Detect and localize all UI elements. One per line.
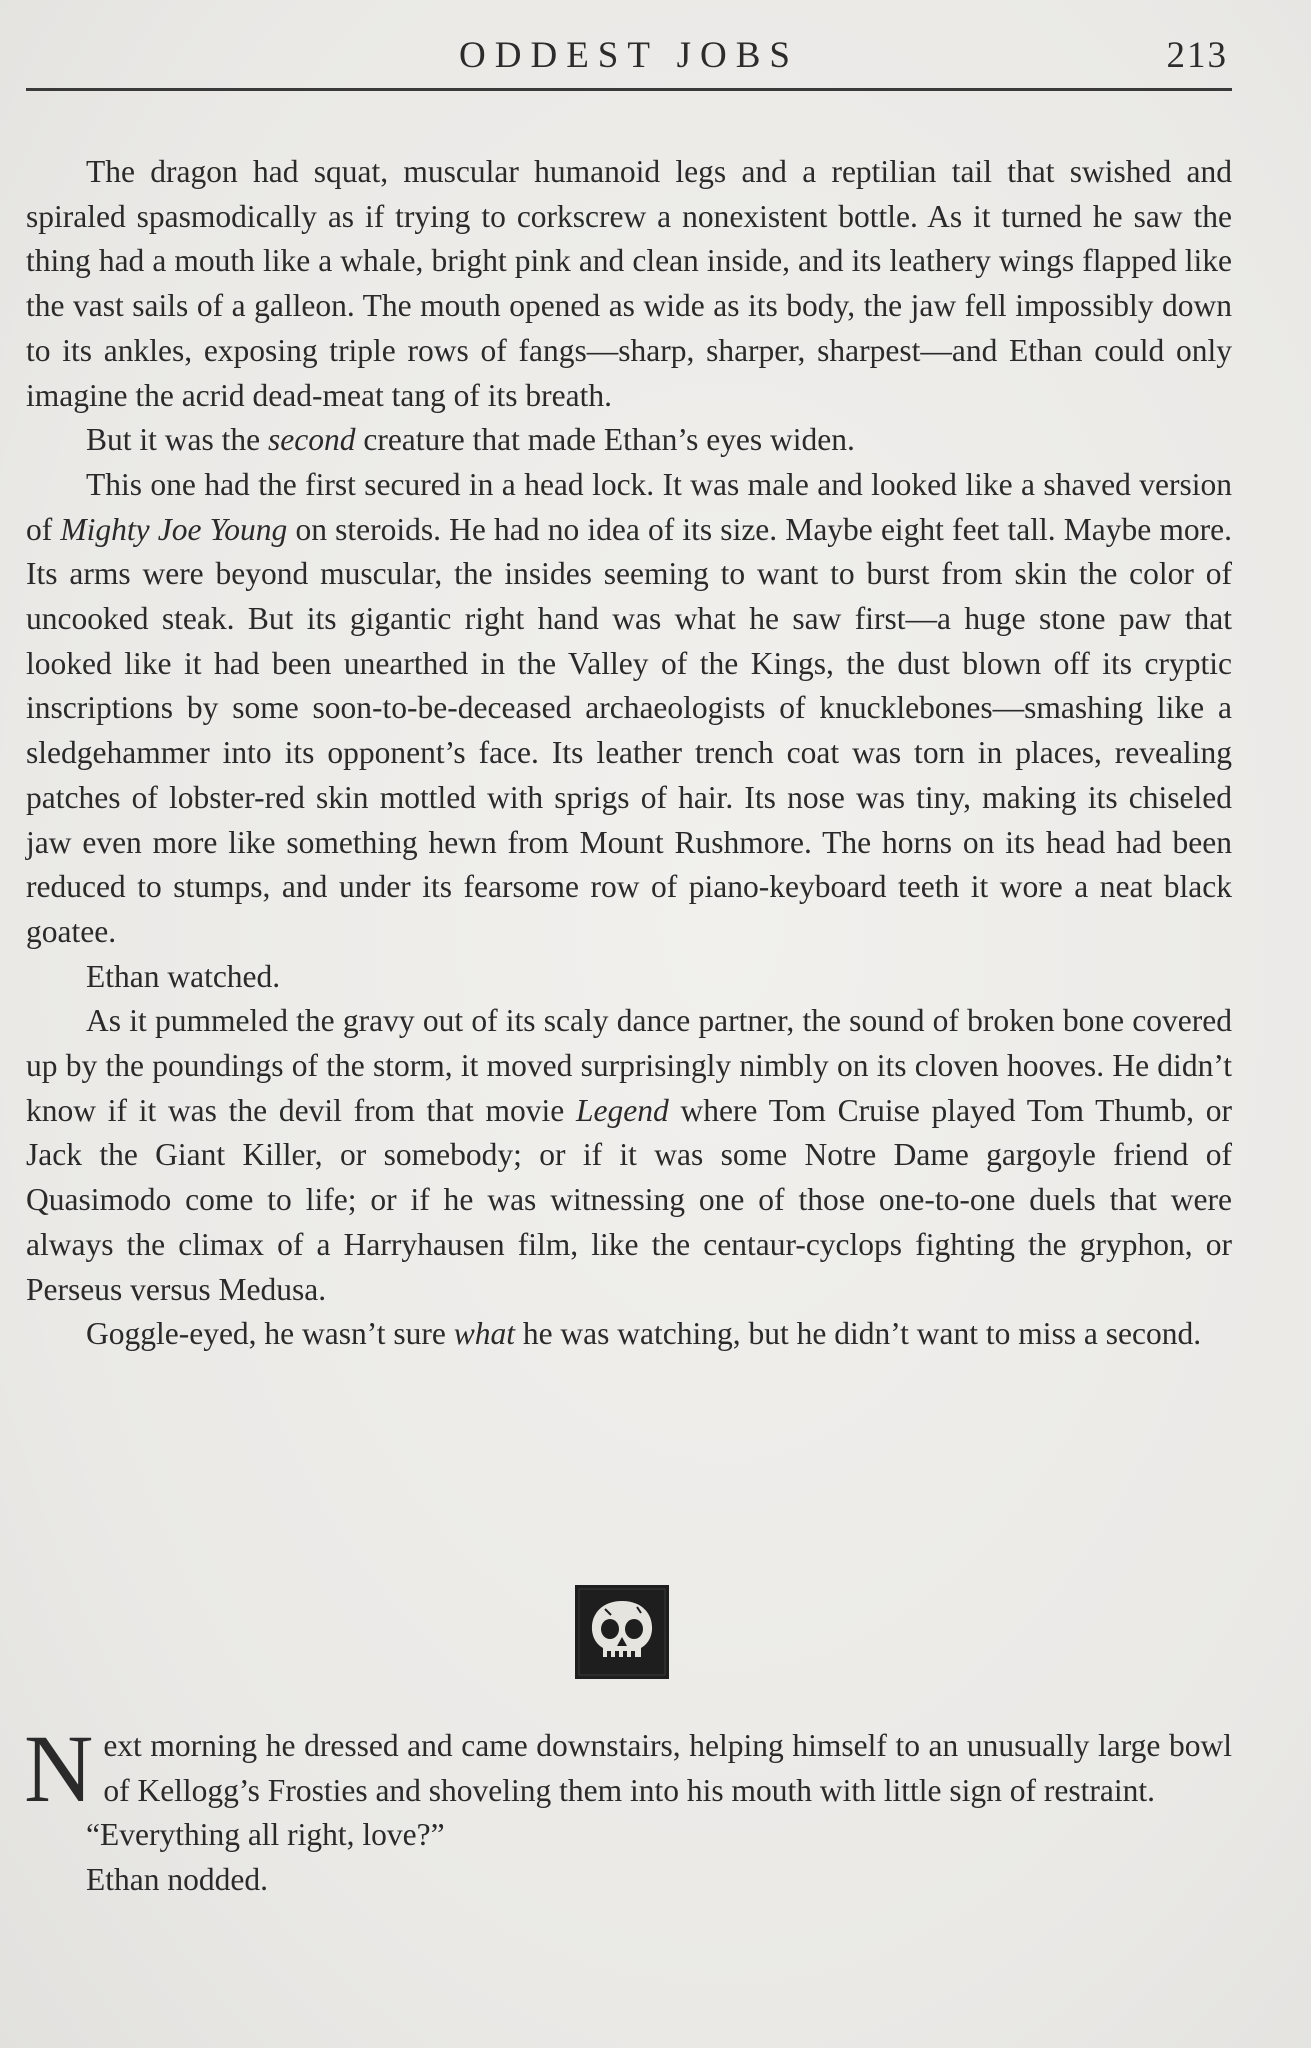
paragraph-text: As it pummeled the gravy out of its scaly dance partner, the sound of broken bone covered up by the poundings of the storm, it moved surprisingly nimbly on its cloven hooves. He didn’t know if it was the devil from that movie (26, 1003, 1232, 1128)
skull-icon (575, 1585, 669, 1679)
paragraph (26, 418, 1232, 463)
paragraph-text: on steroids. He had no idea of its size. Maybe eight feet tall. Maybe more. Its arms were beyond muscular, the insides seeming to want to burst from skin the color of uncooked steak. But its gigantic right hand was what he saw first—a huge stone paw that looked like it had been unearthed in the Valley of the Kings, the dust blown off its cryptic inscriptions by some soon-to-be-deceased archaeologists of knucklebones—smashing like a sledgehammer into its opponent’s face. Its leather trench coat was torn in places, revealing patches of lobster-red skin mottled with sprigs of hair. Its nose was tiny, making its chiseled jaw even more like something hewn from Mount Rushmore. The horns on its head had been reduced to stumps, and under its fearsome row of piano-keyboard teeth it wore a neat black goatee. (26, 511, 1232, 949)
paragraph-text: he was watching, but he didn’t want to miss a second. (514, 1316, 1202, 1352)
paragraph (26, 1312, 1232, 1357)
section-two-opening-paragraph (24, 1715, 1232, 1822)
paragraph-text: Goggle-eyed, he wasn’t sure (86, 1316, 454, 1352)
italic-title: Mighty Joe Young (60, 511, 288, 547)
paragraph (26, 463, 1232, 955)
italic-title: second (268, 422, 356, 458)
running-title: ODDEST JOBS (459, 35, 799, 76)
paragraph (26, 999, 1232, 1312)
section-two-opening-text: ext morning he dressed and came downstairs, helping himself to an unusually large bowl of Kellogg’s Frosties and shoveling them into his mouth with little sign of restraint. (103, 1728, 1232, 1808)
page-number: 213 (1166, 35, 1228, 76)
paragraph (26, 150, 1232, 418)
section-two (24, 1715, 1232, 1903)
closing-line: Ethan nodded. (86, 1862, 268, 1898)
drop-cap: N (24, 1715, 94, 1822)
paragraph-text: where Tom Cruise played Tom Thumb, or Jack the Giant Killer, or somebody; or if it was some Notre Dame gargoyle friend of Quasimodo come to life; or if he was witnessing one of those one-to-one duels that were always the climax of a Harryhausen film, like the centaur-cyclops fighting the gryphon, or Perseus versus Medusa. (26, 1092, 1232, 1307)
paragraph-text: But it was the (86, 422, 268, 458)
running-header (26, 28, 1232, 91)
italic-title: Legend (575, 1092, 669, 1128)
paragraph-text: Ethan watched. (86, 958, 281, 994)
paragraph (26, 955, 1232, 1000)
body-text (26, 150, 1232, 1357)
paragraph-text: creature that made Ethan’s eyes widen. (355, 422, 855, 458)
paragraph-text: The dragon had squat, muscular humanoid legs and a reptilian tail that swished and spiraled spasmodically as if trying to corkscrew a nonexistent bottle. As it turned he saw the thing had a mouth like a whale, bright pink and clean inside, and its leathery wings flapped like the vast sails of a galleon. The mouth opened as wide as its body, the jaw fell impossibly down to its ankles, exposing triple rows of fangs—sharp, sharper, sharpest—and Ethan could only imagine the acrid dead-meat tang of its breath. (26, 154, 1232, 413)
dialogue-line: “Everything all right, love?” (86, 1817, 445, 1853)
paragraph-text: This one had the first secured in a head lock. It was male and looked like a shaved version of (26, 466, 1232, 547)
italic-title: what (453, 1316, 515, 1352)
